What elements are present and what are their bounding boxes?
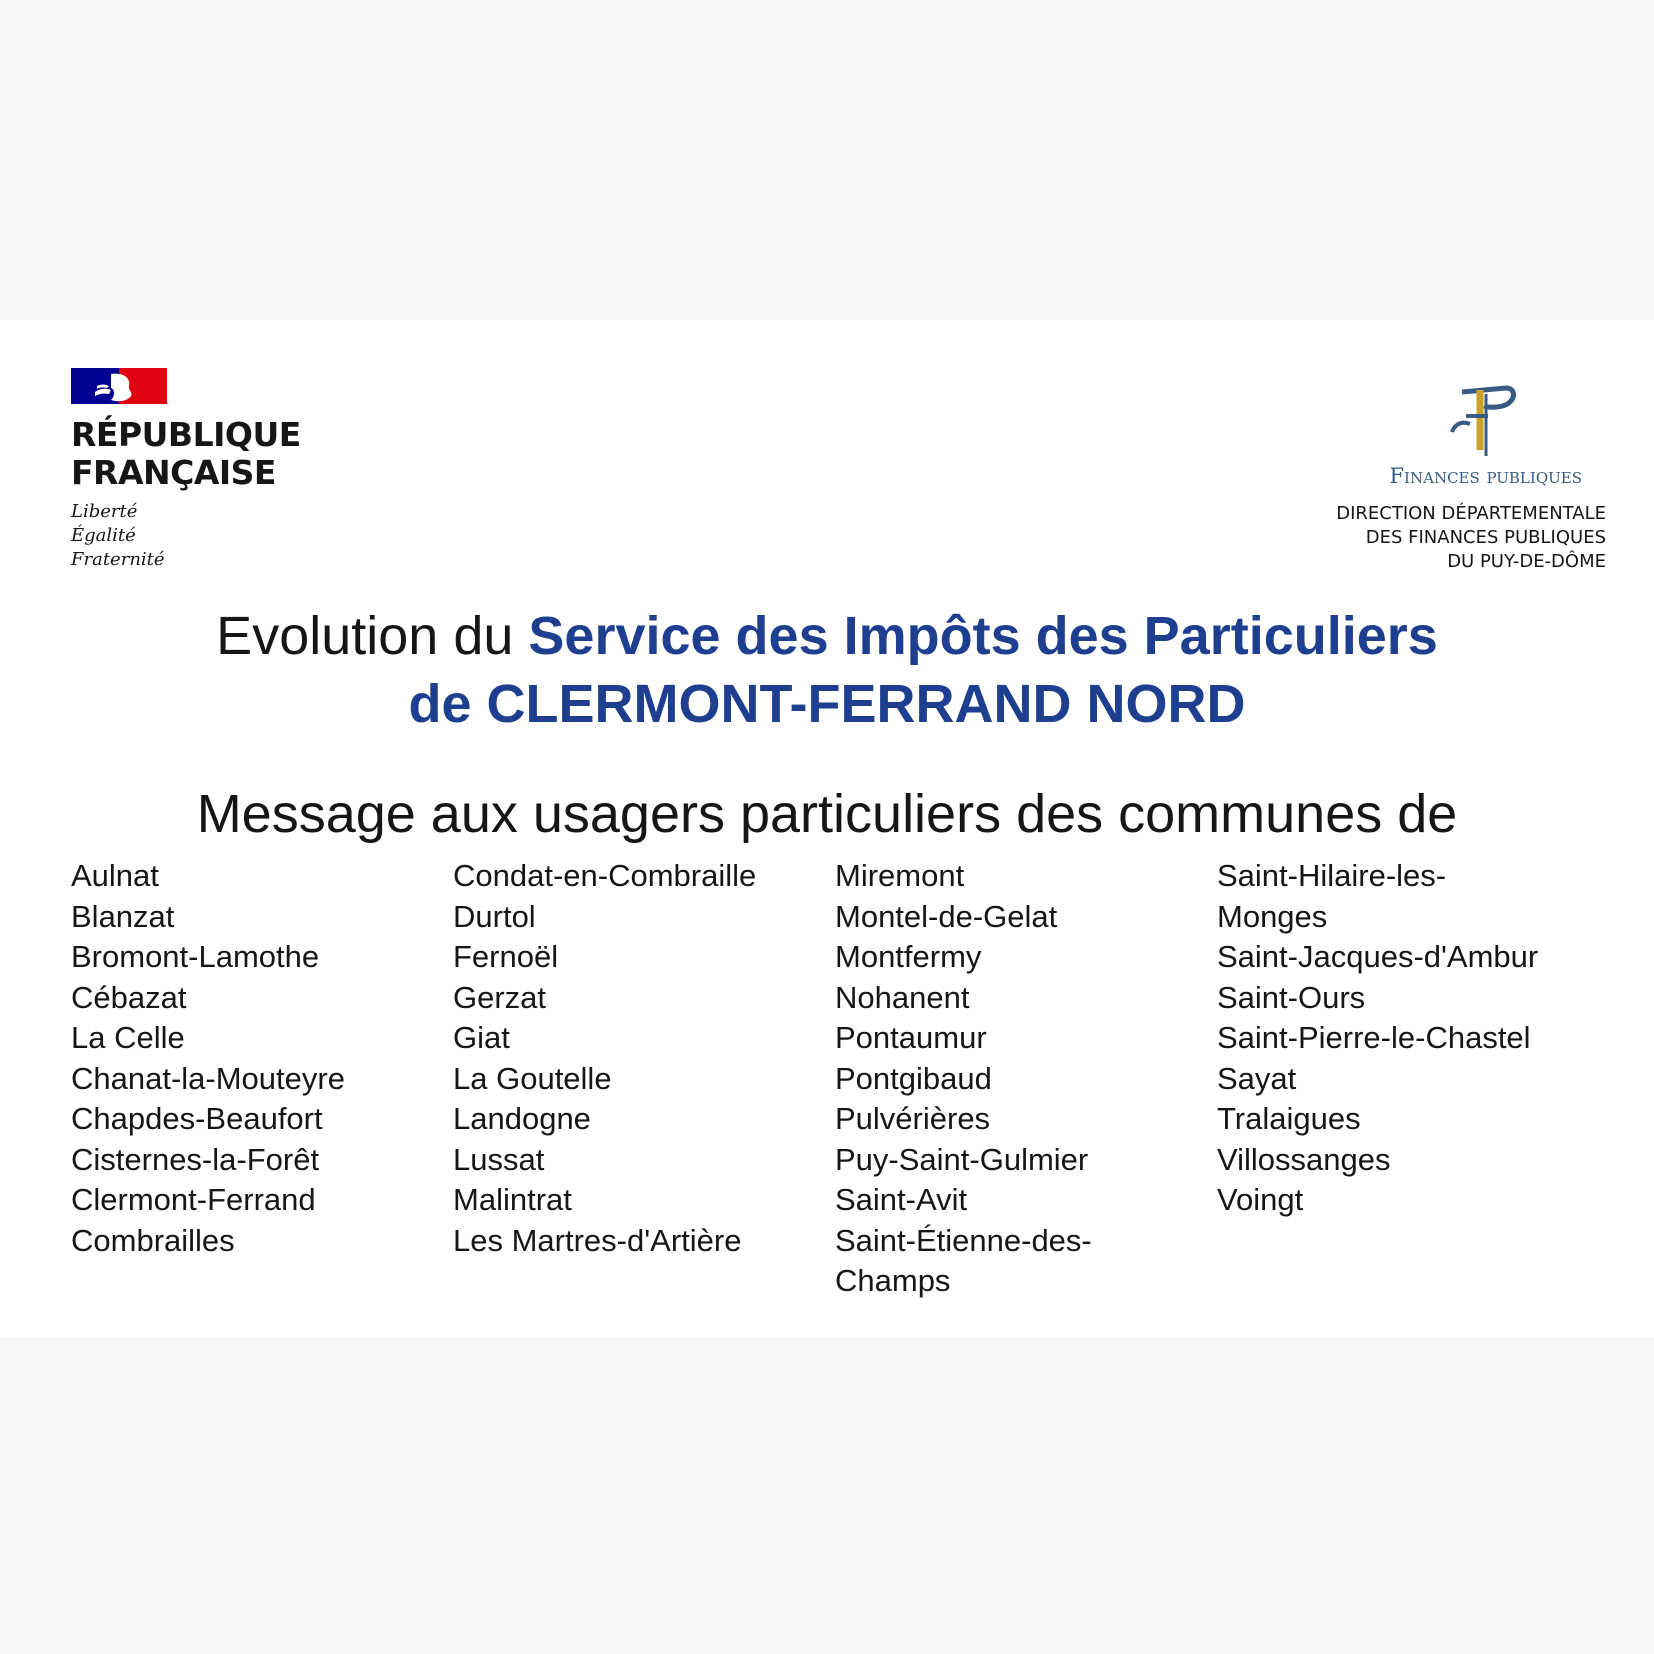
title-highlight-line1: Service des Impôts des Particuliers xyxy=(528,606,1438,666)
page-subtitle: Message aux usagers particuliers des communes de xyxy=(196,784,1458,844)
commune-item: Lussat xyxy=(453,1141,545,1177)
commune-item: Chanat-la-Mouteyre xyxy=(71,1060,345,1096)
commune-item: Saint-Pierre-le-Chastel xyxy=(1217,1020,1531,1055)
commune-item: Combrailles xyxy=(71,1222,235,1258)
commune-item: Gerzat xyxy=(453,979,547,1015)
commune-item: Saint-Jacques-d'Ambur xyxy=(1217,939,1539,974)
commune-item: Cisternes-la-Forêt xyxy=(71,1141,320,1177)
commune-item: Villossanges xyxy=(1217,1141,1391,1177)
commune-item: Tralaigues xyxy=(1217,1101,1361,1136)
commune-item: Montel-de-Gelat xyxy=(835,898,1058,934)
announcement-card xyxy=(0,320,1654,1337)
republique-francaise-logo xyxy=(71,368,301,572)
finances-publiques-name: Finances publiques xyxy=(1389,464,1582,488)
commune-item: Fernoël xyxy=(453,939,559,974)
commune-item: Landogne xyxy=(453,1101,591,1136)
commune-item: Les Martres-d'Artière xyxy=(453,1222,742,1258)
commune-item: Nohanent xyxy=(835,979,970,1015)
commune-item: Bromont-Lamothe xyxy=(71,939,320,974)
commune-item: Pulvérières xyxy=(835,1101,991,1136)
commune-item: Sayat xyxy=(1217,1060,1297,1096)
department-name: DIRECTION DÉPARTEMENTALE DES FINANCES PUBLIQUES DU PUY-DE-DÔME xyxy=(1336,503,1606,572)
commune-item: Saint-Ours xyxy=(1217,979,1366,1015)
commune-item: La Goutelle xyxy=(453,1060,612,1096)
commune-item: Aulnat xyxy=(71,858,159,893)
commune-item: Pontaumur xyxy=(835,1020,987,1055)
commune-item: Saint-Étienne-des-Champs xyxy=(835,1222,1092,1298)
communes-column-2 xyxy=(453,856,833,1261)
communes-list xyxy=(71,856,1611,1298)
title-prefix: Evolution du xyxy=(216,606,529,666)
finances-publiques-monogram-icon xyxy=(1440,380,1520,462)
commune-item: Giat xyxy=(453,1020,510,1055)
commune-item: La Celle xyxy=(71,1020,185,1055)
republique-motto: Liberté Égalité Fraternité xyxy=(71,501,165,570)
commune-item: Blanzat xyxy=(71,898,175,934)
republique-francaise-name: RÉPUBLIQUE FRANÇAISE xyxy=(71,415,301,492)
commune-item: Puy-Saint-Gulmier xyxy=(835,1141,1089,1177)
commune-item: Voingt xyxy=(1217,1182,1304,1217)
commune-item: Condat-en-Combraille xyxy=(453,858,757,893)
communes-column-4 xyxy=(1217,856,1597,1221)
commune-item: Saint-Avit xyxy=(835,1182,968,1217)
title-highlight-line2: de CLERMONT-FERRAND NORD xyxy=(408,674,1246,734)
commune-item: Chapdes-Beaufort xyxy=(71,1101,323,1136)
page-title xyxy=(0,602,1654,738)
commune-item: Miremont xyxy=(835,858,965,893)
commune-item: Saint-Hilaire-les-Monges xyxy=(1217,858,1447,934)
commune-item: Cébazat xyxy=(71,979,187,1015)
communes-column-1 xyxy=(71,856,451,1261)
commune-item: Pontgibaud xyxy=(835,1060,992,1096)
finances-publiques-logo xyxy=(1286,380,1606,572)
commune-item: Montfermy xyxy=(835,939,982,974)
marianne-flag-icon xyxy=(71,368,167,404)
commune-item: Durtol xyxy=(453,898,536,934)
commune-item: Malintrat xyxy=(453,1182,572,1217)
communes-column-3 xyxy=(835,856,1215,1302)
commune-item: Clermont-Ferrand xyxy=(71,1182,316,1217)
